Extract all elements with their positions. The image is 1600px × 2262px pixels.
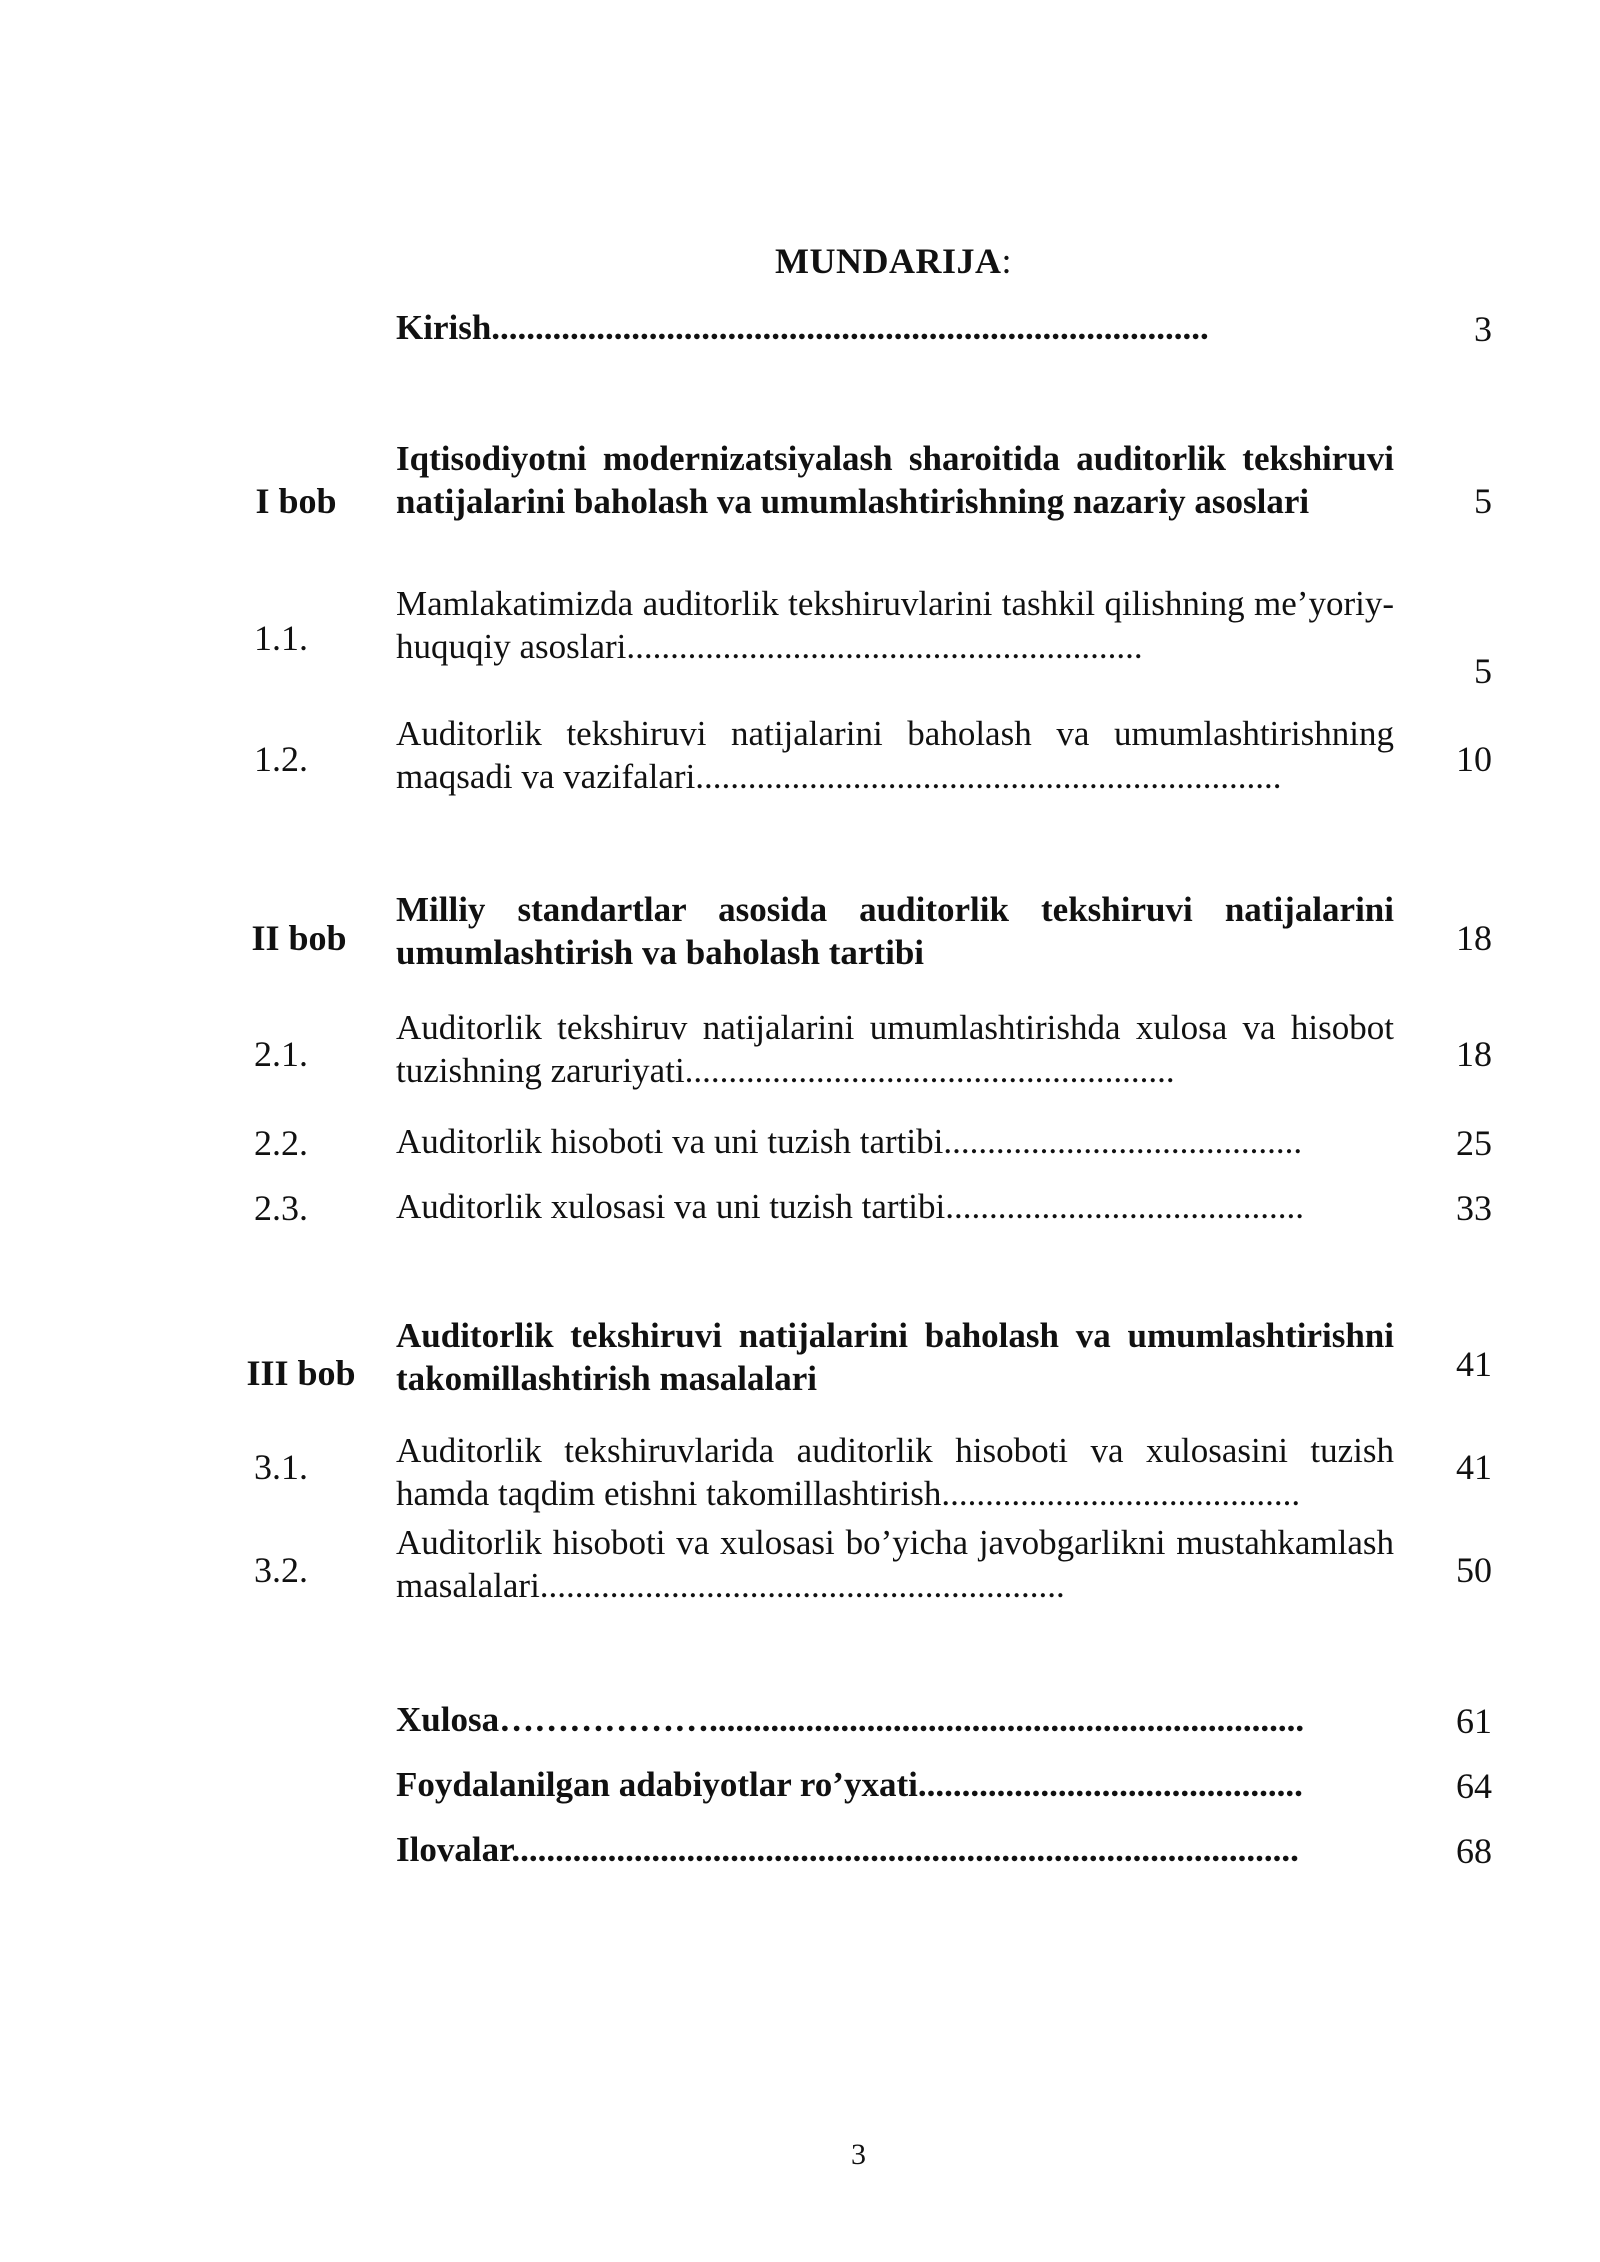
toc-page-number: 33 bbox=[1456, 1188, 1492, 1228]
chapter-label: II bob bbox=[251, 918, 347, 958]
toc-entry-section-2-2[interactable]: Auditorlik hisoboti va uni tuzish tartibi......................................... bbox=[396, 1122, 1303, 1161]
chapter-label: I bob bbox=[255, 481, 337, 521]
toc-entry-section-3-2[interactable]: Auditorlik hisoboti va xulosasi bo’yicha javobgarlikni mustahkamlash masalalari............................................................ bbox=[396, 1523, 1394, 1605]
toc-entry-references[interactable]: Foydalanilgan adabiyotlar ro’yxati............................................ bbox=[396, 1765, 1303, 1804]
toc-page-number: 18 bbox=[1456, 918, 1492, 958]
toc-page-number: 5 bbox=[1474, 651, 1492, 691]
toc-page-number: 10 bbox=[1456, 739, 1492, 779]
title-text: MUNDARIJA bbox=[775, 241, 1002, 281]
toc-entry-chapter-1[interactable]: Iqtisodiyotni modernizatsiyalash sharoitida auditorlik tekshiruvi natijalarini baholash va umumlashtirishning nazariy asoslari bbox=[396, 439, 1394, 521]
toc-entry-section-1-1[interactable]: Mamlakatimizda auditorlik tekshiruvlarini tashkil qilishning me’yoriy-huquqiy asoslari........................................................... bbox=[396, 584, 1394, 666]
page-title bbox=[0, 240, 1600, 282]
toc-page-number: 41 bbox=[1456, 1447, 1492, 1487]
toc-page-number: 5 bbox=[1474, 481, 1492, 521]
section-label: 2.2. bbox=[254, 1123, 308, 1163]
toc-page-number: 18 bbox=[1456, 1034, 1492, 1074]
page-number-footer: 3 bbox=[851, 2138, 866, 2171]
toc-page-number: 41 bbox=[1456, 1344, 1492, 1384]
toc-entry-section-2-3[interactable]: Auditorlik xulosasi va uni tuzish tartibi......................................... bbox=[396, 1187, 1305, 1226]
toc-entry-section-1-2[interactable]: Auditorlik tekshiruvi natijalarini baholash va umumlashtirishning maqsadi va vazifalari................................................................... bbox=[396, 714, 1394, 796]
toc-entry-chapter-3[interactable]: Auditorlik tekshiruvi natijalarini baholash va umumlashtirishni takomillashtirish masalalari bbox=[396, 1316, 1394, 1398]
section-label: 1.1. bbox=[254, 618, 308, 658]
chapter-label: III bob bbox=[246, 1353, 356, 1393]
toc-entry-section-2-1[interactable]: Auditorlik tekshiruv natijalarini umumlashtirishda xulosa va hisobot tuzishning zaruriyati........................................................ bbox=[396, 1008, 1394, 1090]
toc-entry-introduction[interactable]: Kirish.................................................................................. bbox=[396, 308, 1209, 347]
section-label: 3.2. bbox=[254, 1550, 308, 1590]
toc-page-number: 64 bbox=[1456, 1766, 1492, 1806]
section-label: 2.3. bbox=[254, 1188, 308, 1228]
title-colon: : bbox=[1001, 241, 1012, 281]
toc-entry-section-3-1[interactable]: Auditorlik tekshiruvlarida auditorlik hisoboti va xulosasini tuzish hamda taqdim etishni takomillashtirish......................................... bbox=[396, 1431, 1394, 1513]
section-label: 2.1. bbox=[254, 1034, 308, 1074]
toc-entry-chapter-2[interactable]: Milliy standartlar asosida auditorlik tekshiruvi natijalarini umumlashtirish va baholash tartibi bbox=[396, 890, 1394, 972]
section-label: 1.2. bbox=[254, 739, 308, 779]
section-label: 3.1. bbox=[254, 1447, 308, 1487]
toc-page-number: 3 bbox=[1474, 309, 1492, 349]
toc-page-number: 68 bbox=[1456, 1831, 1492, 1871]
toc-page-number: 50 bbox=[1456, 1550, 1492, 1590]
toc-page-number: 25 bbox=[1456, 1123, 1492, 1163]
toc-entry-appendices[interactable]: Ilovalar.......................................................................................... bbox=[396, 1830, 1299, 1869]
toc-page-number: 61 bbox=[1456, 1701, 1492, 1741]
toc-entry-conclusion[interactable]: Xulosa……………….................................................................... bbox=[396, 1700, 1305, 1739]
